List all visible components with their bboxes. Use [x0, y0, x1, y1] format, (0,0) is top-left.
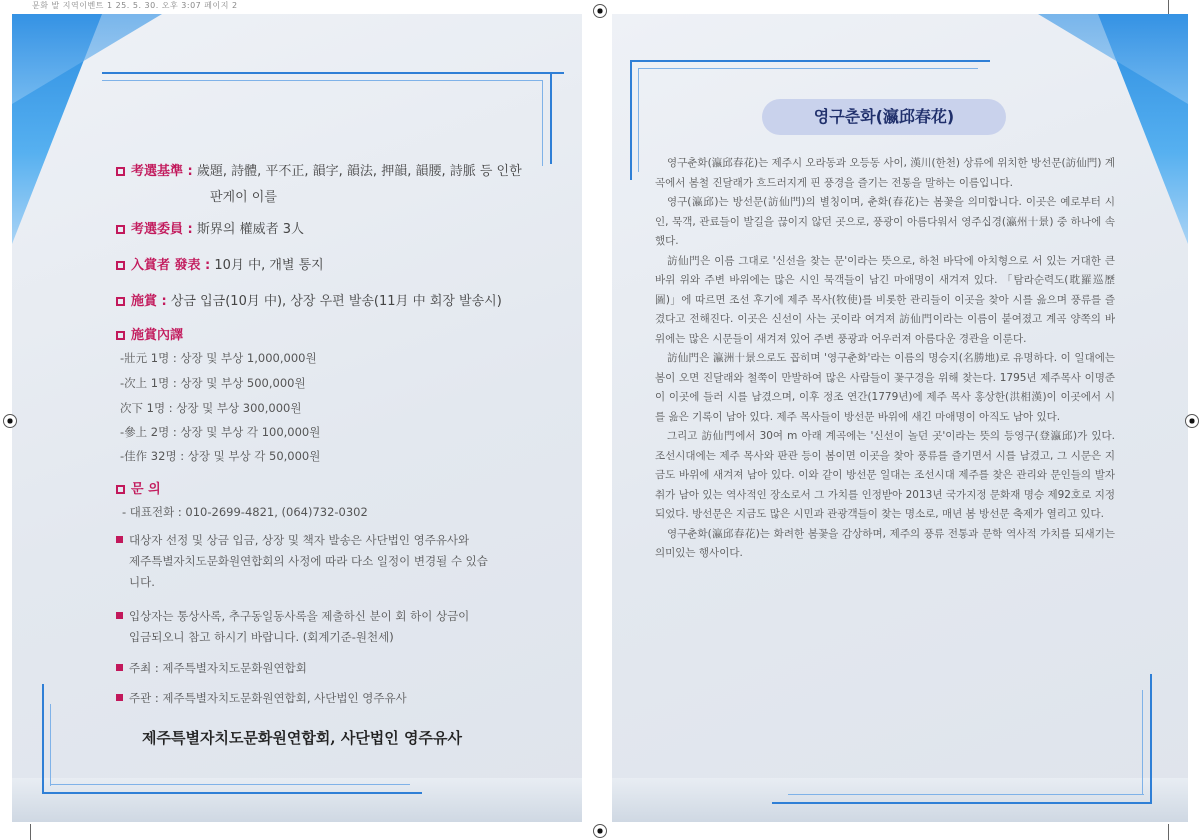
corner-decoration [12, 14, 162, 104]
paragraph: 訪仙門은 이름 그대로 '신선을 찾는 문'이라는 뜻으로, 하천 바닥에 아치형으로 서 있는 거대한 큰 바위 위와 주변 바위에는 많은 시인 묵객들이 남긴 마애명이 새겨져 있다. 「탐라순력도(耽羅巡歷圖)」에 따르면 조선 후기에 제주 목사(牧使)를 비롯한 관리들이 이곳을 찾아 시를 읊으며 풍류를 즐겼다고 전해진다. 이곳은 신선이 사는 곳이라 여겨져 訪仙門이라는 이름이 붙여졌고 계곡 양쪽의 바위에는 많은 시문들이 새겨져 있어 주변 풍광과 어우러져 아름다운 경관을 이룬다. [655, 254, 1115, 345]
prize-line: -壯元 1명 : 상장 및 부상 1,000,000원 [120, 351, 317, 365]
crop-mark [1168, 0, 1169, 14]
frame-line [1150, 674, 1152, 804]
inquiry-heading: 문 의 [116, 480, 161, 500]
prize-line: -佳作 32명 : 상장 및 부상 각 50,000원 [120, 449, 321, 463]
frame-line [788, 794, 1144, 795]
frame-line [542, 80, 543, 166]
award-value: 상금 입금(10月 中), 상장 우편 발송(11月 中 회장 발송시) [170, 294, 502, 309]
frame-line [638, 68, 978, 69]
paragraph: 영구춘화(瀛邱春花)는 제주시 오라동과 오등동 사이, 漢川(한천) 상류에 위치한 방선문(訪仙門) 계곡에서 봄철 진달래가 흐드러지게 핀 풍경을 즐기는 전통을 말하는 이름입니다. [655, 157, 1115, 189]
frame-line [630, 60, 632, 180]
frame-line [42, 792, 422, 794]
frame-line [630, 60, 990, 62]
crop-mark [1168, 824, 1169, 840]
paragraph: 訪仙門은 瀛洲十景으로도 꼽히며 '영구춘화'라는 이름의 명승지(名勝地)로 유명하다. 이 일대에는 봄이 오면 진달래와 철쭉이 만발하여 많은 사람들이 꽃구경을 위해 찾는다. 1795년 제주목사 이명준이 이곳에 들러 시를 남겼으며, 이후 정조 연간(1779년)에 제주 목사 홍상한(洪相漢)이 이곳에서 시를 읊은 기록이 남아 있다. 제주 목사들이 방선문 바위에 새긴 마애명이 아직도 남아 있다. [655, 352, 1115, 423]
frame-line [50, 784, 410, 785]
notice-2: 입상자는 통상사록, 추구동일동사록을 제출하신 분이 회 하이 상금이 입금되오니 참고 하시기 바랍니다. (회계기준-원천세) [116, 606, 546, 648]
criteria-continuation: 판게이 이를 [210, 190, 277, 205]
square-bullet-icon [116, 331, 125, 340]
frame-line [1142, 690, 1143, 794]
committee-row [116, 220, 304, 240]
frame-line [550, 72, 552, 164]
square-bullet-icon [116, 664, 123, 671]
committee-value: 斯界의 權威者 3人 [196, 222, 304, 237]
award-row [116, 292, 502, 312]
award-label: 施賞 : [131, 294, 167, 309]
committee-label: 考選委員 : [131, 222, 193, 237]
frame-line [42, 684, 44, 794]
prize-line: 次下 1명 : 상장 및 부상 300,000원 [120, 401, 302, 415]
organizer: 주관 : 제주특별자치도문화원연합회, 사단법인 영주유사 [116, 688, 407, 709]
paragraph: 영구(瀛邱)는 방선문(訪仙門)의 별칭이며, 춘화(春花)는 봄꽃을 의미합니다. 이곳은 예로부터 시인, 묵객, 관료들이 발길을 끊이지 않던 곳으로, 풍광이 아름다워서 영주십경(瀛州十景) 중 하나에 속했다. [655, 196, 1115, 247]
square-bullet-icon [116, 612, 123, 619]
frame-line [638, 68, 639, 172]
announce-value: 10月 中, 개별 통지 [214, 258, 324, 273]
frame-line [772, 802, 1152, 804]
bottom-band [612, 778, 1188, 822]
square-bullet-icon [116, 297, 125, 306]
inquiry-phone: - 대표전화 : 010-2699-4821, (064)732-0302 [122, 505, 368, 519]
square-bullet-icon [116, 485, 125, 494]
crop-mark [30, 824, 31, 840]
criteria-value: 歲題, 詩體, 平不正, 韻字, 韻法, 押韻, 韻腰, 詩脈 등 인한 [196, 164, 522, 179]
registration-mark [3, 414, 17, 428]
announce-label: 入賞者 發表 : [131, 258, 211, 273]
print-slug: 문화 발 지역이벤트 1 25. 5. 30. 오후 3:07 페이지 2 [32, 1, 238, 10]
paragraph: 영구춘화(瀛邱春花)는 화려한 봄꽃을 감상하며, 제주의 풍류 전통과 문학 역사적 가치를 되새기는 의미있는 행사이다. [655, 527, 1115, 559]
square-bullet-icon [116, 694, 123, 701]
registration-mark [593, 4, 607, 18]
square-bullet-icon [116, 167, 125, 176]
article-body [655, 154, 1115, 564]
prize-line: -參上 2명 : 상장 및 부상 각 100,000원 [120, 425, 321, 439]
square-bullet-icon [116, 261, 125, 270]
paragraph: 그리고 訪仙門에서 30여 m 아래 계곡에는 '신선이 놀던 곳'이라는 뜻의 등영구(登瀛邱)가 있다. 조선시대에는 제주 목사와 판관 등이 봄이면 이곳을 찾아 풍류를 즐기면서 시를 남겼고, 그 시문은 지금도 바위에 새겨져 남아 있다. 이와 같이 방선문 일대는 조선시대 제주를 찾은 관리와 문인들의 발자취가 남아 있는 역사적인 장소로서 그 가치를 인정받아 2013년 국가지정 문화재 명승 제92호로 지정되었다. 방선문은 지금도 많은 시민과 관광객들이 찾는 명소로, 매년 봄 방선문 축제가 열리고 있다. [655, 430, 1115, 520]
host: 주최 : 제주특별자치도문화원연합회 [116, 658, 307, 679]
notice-1: 대상자 선정 및 상금 입금, 상장 및 책자 발송은 사단법인 영주유사와 제주특별자치도문화원연합회의 사정에 따라 다소 일정이 변경될 수 있습 니다. [116, 530, 546, 593]
registration-mark [593, 824, 607, 838]
announce-row [116, 256, 324, 276]
square-bullet-icon [116, 225, 125, 234]
criteria-row [116, 162, 522, 182]
prize-line: -次上 1명 : 상장 및 부상 500,000원 [120, 376, 306, 390]
square-bullet-icon [116, 536, 123, 543]
corner-decoration [1038, 14, 1188, 104]
registration-mark [1185, 414, 1199, 428]
page-title: 영구춘화(瀛邱春花) [762, 99, 1006, 135]
frame-line [50, 704, 51, 786]
frame-line [102, 80, 542, 81]
criteria-label: 考選基準 : [131, 164, 193, 179]
frame-line [102, 72, 564, 74]
organizers-signature: 제주특별자치도문화원연합회, 사단법인 영주유사 [142, 729, 462, 747]
prizes-heading: 施賞內譯 [116, 326, 183, 346]
